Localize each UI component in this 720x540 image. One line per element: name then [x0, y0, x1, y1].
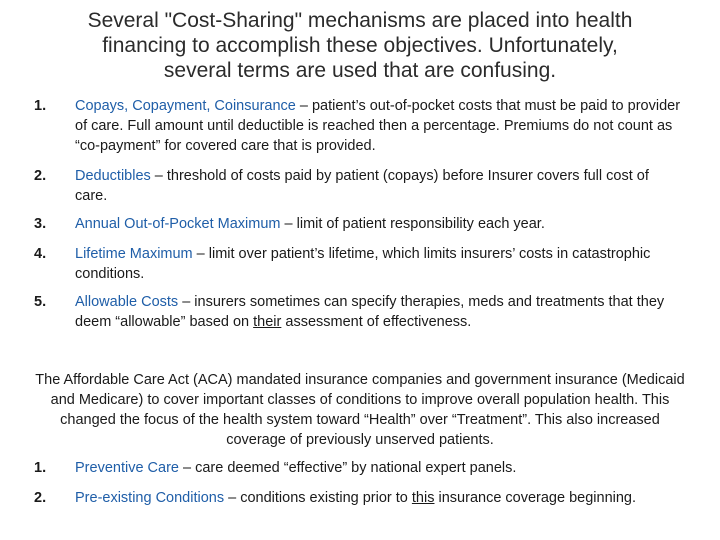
- item-description: – conditions existing prior to: [224, 490, 412, 506]
- aca-intro: The: [35, 372, 64, 388]
- item-number: 3.: [34, 216, 47, 232]
- item-term: Allowable Costs: [75, 294, 179, 310]
- item-number: 4.: [34, 246, 47, 262]
- item-description: – limit of patient responsibility each year.: [280, 216, 545, 232]
- item-term: Deductibles: [75, 168, 151, 184]
- item-number: 2.: [34, 490, 47, 506]
- aca-body: mandated insurance companies and government insurance (Medicaid and Medicare) to cover important classes of conditions to improve overall population health. This changed the focus of the health system toward “Health” over “Treatment”. This also increased coverage of previously unserved patients.: [50, 372, 685, 448]
- item-term: Copays, Copayment, Coinsurance: [75, 98, 296, 114]
- item-text: [75, 96, 683, 156]
- item-text: [75, 244, 683, 284]
- item-term: Pre-existing Conditions: [75, 490, 225, 506]
- item-number: 5.: [34, 294, 47, 310]
- item-term: Preventive Care: [75, 460, 179, 476]
- aca-paragraph: [30, 370, 690, 450]
- item-emphasis: their: [253, 314, 282, 330]
- item-number: 1.: [34, 460, 47, 476]
- item-term: Annual Out-of-Pocket Maximum: [75, 216, 281, 232]
- slide-title: [40, 8, 680, 83]
- item-text: [75, 214, 683, 234]
- item-description: – insurers sometimes can specify therapies, meds and treatments that they deem “allowable” based on: [75, 294, 665, 330]
- item-text: [75, 488, 683, 508]
- title-line-1: Several "Cost-Sharing" mechanisms are placed into health: [87, 9, 633, 32]
- item-term: Lifetime Maximum: [75, 246, 193, 262]
- item-emphasis: this: [411, 490, 435, 506]
- item-number: 2.: [34, 168, 47, 184]
- item-text: [75, 458, 683, 478]
- item-text: [75, 166, 683, 206]
- item-number: 1.: [34, 98, 47, 114]
- item-description: – patient’s out-of-pocket costs that must be paid to provider of care. Full amount until deductible is reached then a percentage. Premiums do not count as “co-payment” for covered care that is provided.: [75, 98, 681, 154]
- title-line-3: several terms are used that are confusing.: [163, 59, 557, 82]
- title-line-2: financing to accomplish these objectives. Unfortunately,: [102, 34, 618, 57]
- item-description: – threshold of costs paid by patient (copays) before Insurer covers full cost of care.: [75, 168, 649, 204]
- item-description-end: insurance coverage beginning.: [434, 490, 637, 506]
- aca-name: Affordable Care Act (ACA): [63, 372, 233, 388]
- item-description-end: assessment of effectiveness.: [281, 314, 472, 330]
- item-description: – care deemed “effective” by national expert panels.: [178, 460, 517, 476]
- item-description: – limit over patient’s lifetime, which limits insurers’ costs in catastrophic conditions.: [75, 246, 651, 282]
- item-text: [75, 292, 683, 332]
